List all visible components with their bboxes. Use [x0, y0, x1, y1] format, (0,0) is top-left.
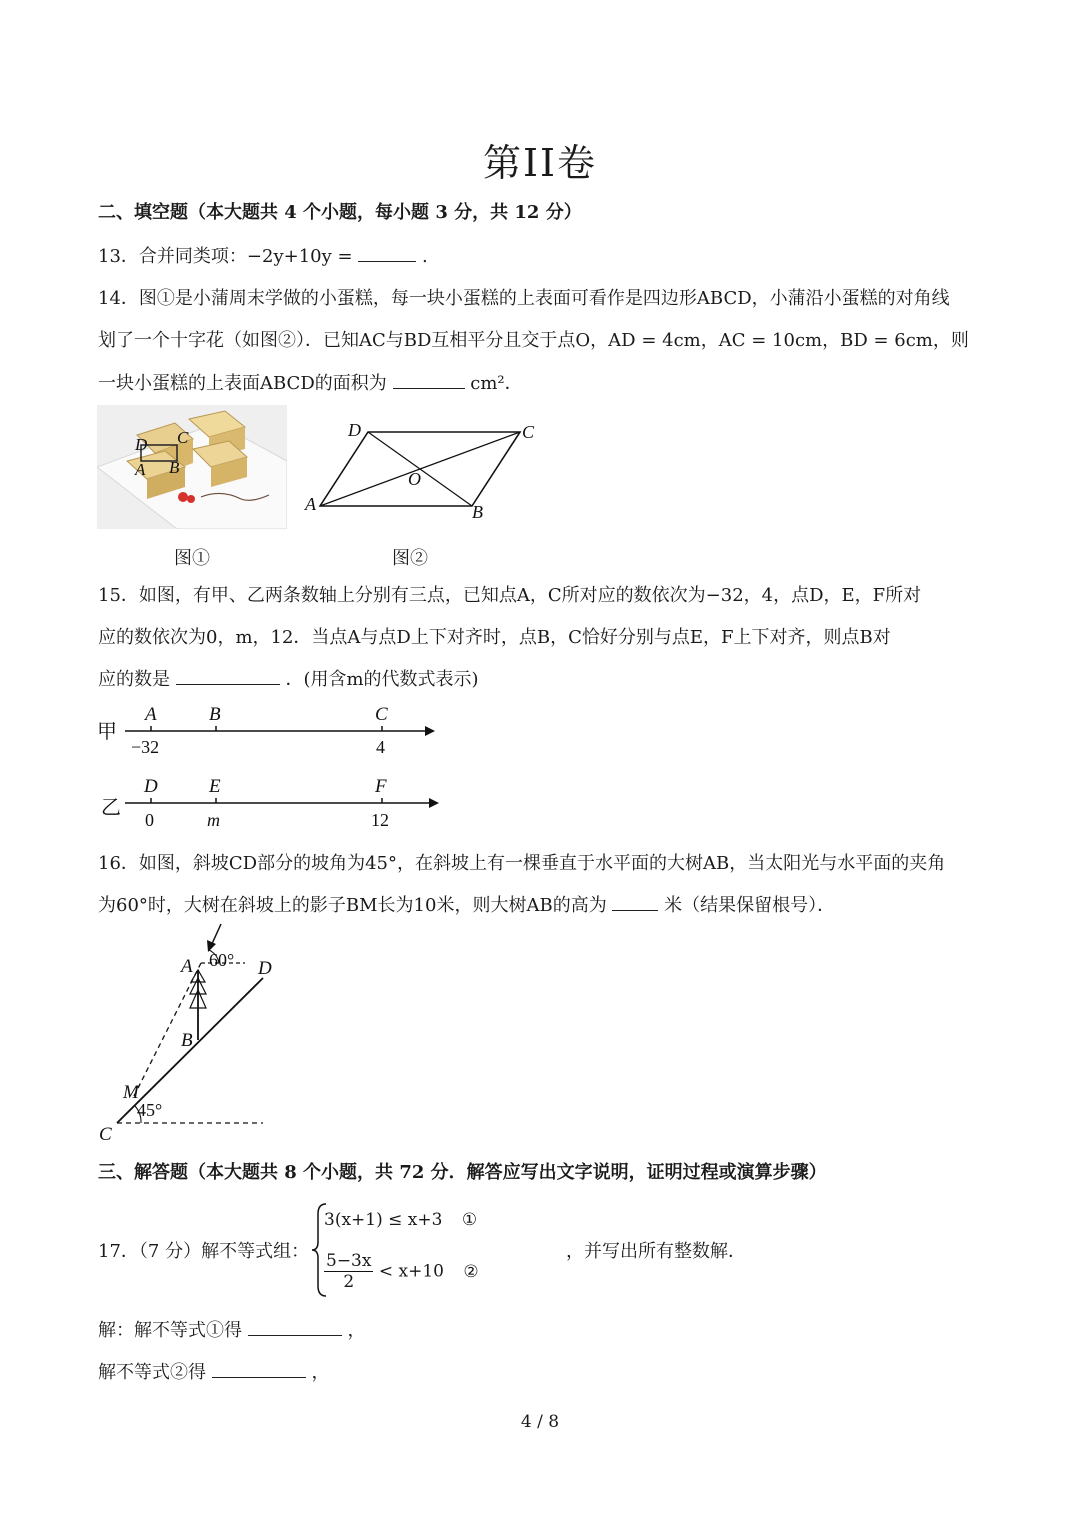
slope-tree-figure — [95, 918, 295, 1148]
solution-1-end: ， — [347, 1320, 366, 1341]
inequality-2-mark: ② — [463, 1261, 479, 1282]
cake-photo — [97, 405, 287, 529]
q15-line-3b: ．(用含m的代数式表示) — [285, 669, 479, 690]
value-F: 12 — [371, 810, 389, 830]
slope-label-C: C — [99, 1124, 112, 1145]
q14-line-3b: cm²． — [470, 373, 523, 394]
solution-1-blank[interactable] — [248, 1317, 342, 1336]
point-D-label: D — [144, 776, 158, 797]
q17-suffix: ，并写出所有整数解． — [566, 1241, 746, 1262]
inequality-2 — [324, 1251, 479, 1292]
axis-yi-name: 乙 — [101, 795, 121, 819]
value-E: m — [207, 810, 220, 830]
solution-2-blank[interactable] — [212, 1359, 306, 1378]
parallelogram-figure — [300, 418, 545, 523]
slope-label-M: M — [123, 1082, 139, 1103]
fig1-label-C: C — [177, 428, 189, 447]
fig2-label-B: B — [472, 502, 483, 522]
number-lines-figure — [95, 698, 445, 833]
q16-answer-blank[interactable] — [612, 892, 658, 911]
q15-line-3 — [98, 665, 479, 691]
q16-line-2b: 米（结果保留根号）． — [664, 895, 836, 916]
point-B-label: B — [209, 704, 221, 725]
slope-label-D: D — [258, 958, 272, 979]
fig1-label-D: D — [135, 435, 148, 454]
q17-prefix: 17．（7 分）解不等式组： — [98, 1241, 310, 1262]
q16-line-2 — [98, 891, 835, 917]
solution-1-text: 解：解不等式①得 — [98, 1320, 242, 1341]
fig2-label-A: A — [305, 494, 316, 514]
question-13 — [98, 242, 428, 268]
solution-2-end: ， — [311, 1362, 330, 1383]
q15-line-3a: 应的数是 — [98, 669, 170, 690]
section-3-heading: 三、解答题（本大题共 8 个小题，共 72 分．解答应写出文字说明，证明过程或演算步骤） — [98, 1162, 827, 1183]
angle-60-label: 60° — [209, 950, 235, 970]
q14-line-2: 划了一个十字花（如图②）．已知AC与BD互相平分且交于点O，AD = 4cm，AC = 10cm，BD = 6cm，则 — [98, 330, 969, 351]
angle-45-label: 45° — [137, 1100, 163, 1120]
q14-line-1: 14．图①是小蒲周末学做的小蛋糕，每一块小蛋糕的上表面可看作是四边形ABCD，小蒲沿小蛋糕的对角线 — [98, 288, 950, 309]
q17-solution-1 — [98, 1316, 365, 1342]
q16-line-1: 16．如图，斜坡CD部分的坡角为45°，在斜坡上有一棵垂直于水平面的大树AB，当太阳光与水平面的夹角 — [98, 853, 946, 874]
q13-answer-blank[interactable] — [358, 243, 416, 262]
section-2-heading: 二、填空题（本大题共 4 个小题，每小题 3 分，共 12 分） — [98, 202, 582, 223]
fig1-label-A: A — [135, 460, 146, 479]
q15-line-2: 应的数依次为0，m，12．当点A与点D上下对齐时，点B，C恰好分别与点E，F上下对齐，则点B对 — [98, 627, 891, 648]
point-C-label: C — [375, 704, 388, 725]
value-A: −32 — [131, 737, 160, 757]
q13-text: 13．合并同类项：−2y+10y = — [98, 246, 353, 267]
q15-answer-blank[interactable] — [176, 666, 280, 685]
q13-end: . — [422, 246, 428, 267]
axis-jia-name: 甲 — [97, 719, 117, 743]
slope-label-B: B — [181, 1030, 193, 1051]
value-C: 4 — [376, 737, 385, 757]
fraction-denominator: 2 — [343, 1272, 355, 1292]
point-F-label: F — [375, 776, 387, 797]
q15-line-1: 15．如图，有甲、乙两条数轴上分别有三点，已知点A，C所对应的数依次为−32，4，点D，E，F所对 — [98, 585, 922, 606]
fig1-label-B: B — [169, 458, 180, 477]
q16-line-2a: 为60°时，大树在斜坡上的影子BM长为10米，则大树AB的高为 — [98, 895, 607, 916]
solution-2-text: 解不等式②得 — [98, 1362, 206, 1383]
point-A-label: A — [145, 704, 157, 725]
fig2-label-C: C — [522, 422, 535, 442]
page-number: 4 / 8 — [520, 1412, 560, 1432]
q14-line-3 — [98, 369, 523, 395]
value-D: 0 — [145, 810, 154, 830]
fraction-numerator: 5−3x — [326, 1251, 372, 1271]
fig2-label-D: D — [348, 420, 361, 440]
fig2-caption: 图② — [392, 548, 428, 569]
q14-line-3a: 一块小蛋糕的上表面ABCD的面积为 — [98, 373, 387, 394]
q14-answer-blank[interactable] — [393, 370, 465, 389]
inequality-2-rest: < x+10 — [378, 1261, 444, 1282]
inequality-1-mark: ① — [461, 1210, 478, 1230]
inequality-2-fraction — [324, 1251, 373, 1292]
q17-solution-2 — [98, 1358, 329, 1384]
page-title: 第II卷 — [482, 141, 598, 185]
fig2-label-O: O — [408, 469, 421, 489]
fig1-caption: 图① — [174, 548, 210, 569]
point-E-label: E — [209, 776, 221, 797]
inequality-1-text: 3(x+1) ≤ x+3 — [324, 1210, 443, 1230]
slope-label-A: A — [181, 956, 193, 977]
inequality-1 — [324, 1210, 477, 1230]
